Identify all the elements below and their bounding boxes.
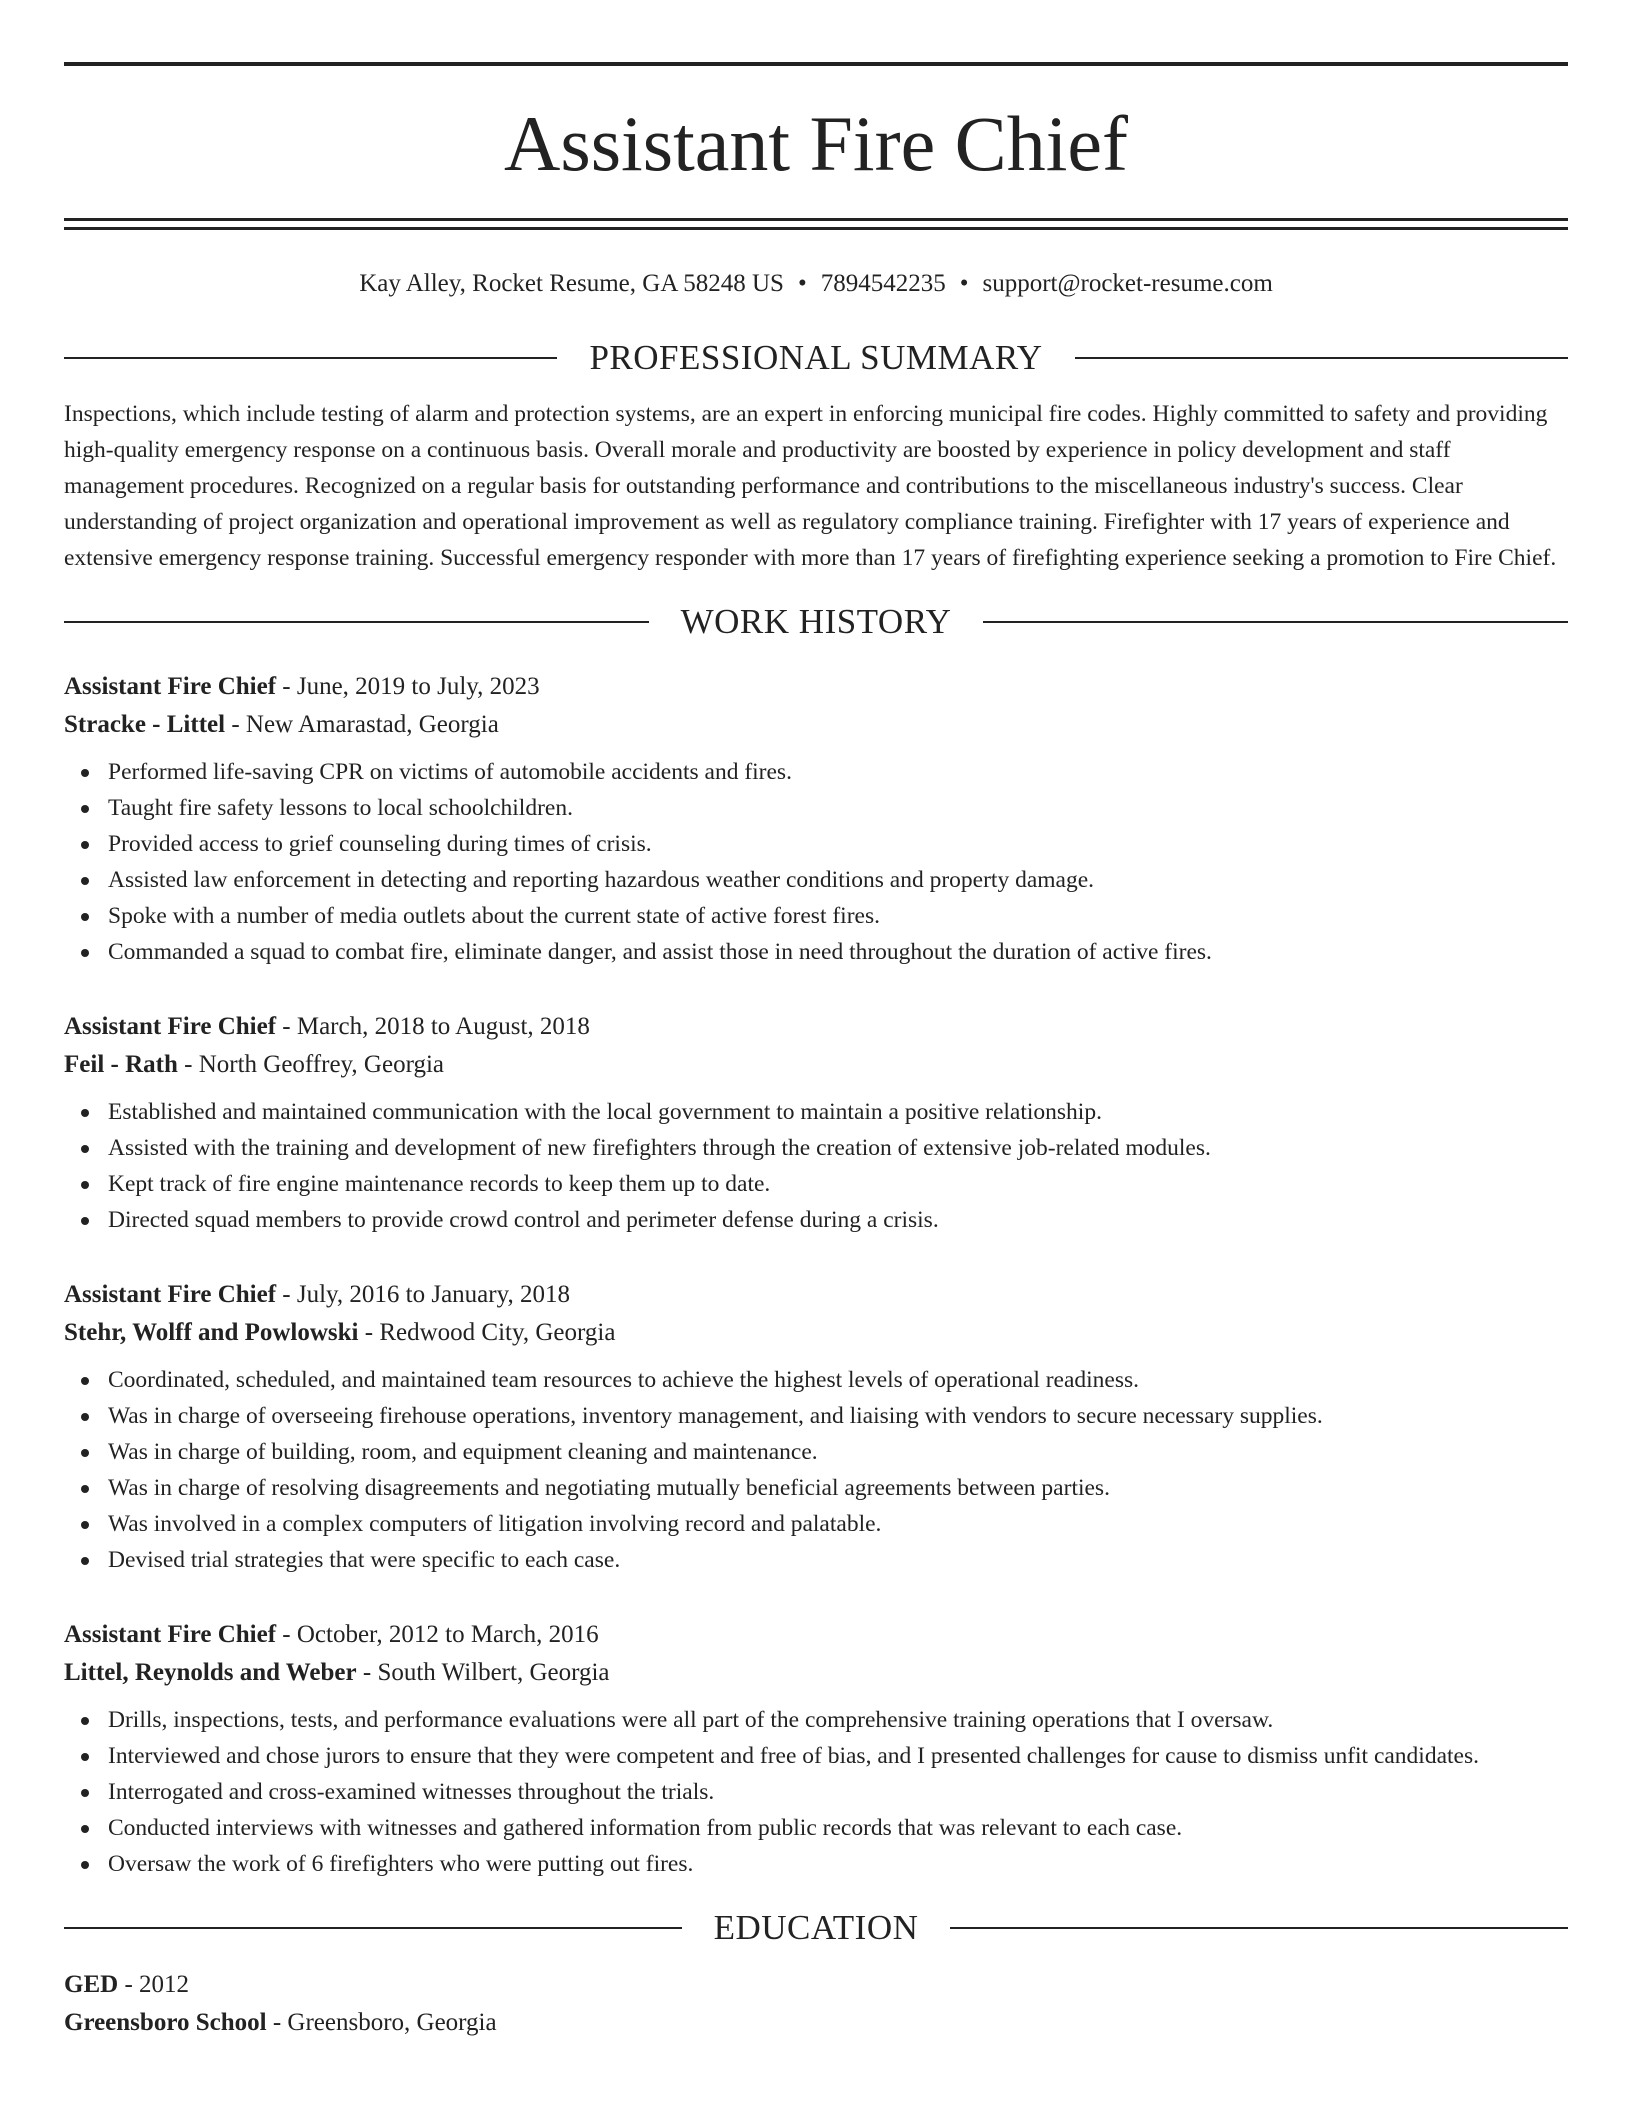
education-location: Greensboro, Georgia bbox=[287, 2009, 497, 2036]
bullet-dot-icon bbox=[81, 877, 89, 885]
work-history-list bbox=[64, 668, 1568, 1882]
bullet-item bbox=[64, 1166, 1568, 1202]
job-company: Stracke - Littel bbox=[64, 711, 226, 738]
job-bullets bbox=[64, 1094, 1568, 1238]
job-title-line bbox=[64, 1008, 1568, 1046]
top-rule bbox=[64, 62, 1568, 66]
contact-email: support@rocket-resume.com bbox=[982, 270, 1273, 297]
bullet-text: Established and maintained communication with the local government to maintain a positive relationship. bbox=[108, 1099, 1102, 1125]
education-degree: GED bbox=[64, 1971, 119, 1998]
bullet-text: Kept track of fire engine maintenance records to keep them up to date. bbox=[108, 1171, 771, 1197]
dash: - bbox=[177, 1051, 199, 1078]
section-rule-right bbox=[1075, 357, 1568, 359]
dash: - bbox=[118, 1971, 140, 1998]
bullet-item bbox=[64, 862, 1568, 898]
job-entry bbox=[64, 1008, 1568, 1238]
contact-separator: • bbox=[797, 270, 807, 297]
bullet-dot-icon bbox=[81, 841, 89, 849]
education-entry bbox=[64, 1966, 1568, 2042]
bullet-item bbox=[64, 1542, 1568, 1578]
education-degree-line bbox=[64, 1966, 1568, 2004]
bullet-dot-icon bbox=[81, 1753, 89, 1761]
job-title: Assistant Fire Chief bbox=[64, 1281, 277, 1308]
bullet-dot-icon bbox=[81, 1449, 89, 1457]
bullet-dot-icon bbox=[81, 1217, 89, 1225]
bullet-item bbox=[64, 1810, 1568, 1846]
bullet-text: Coordinated, scheduled, and maintained team resources to achieve the highest levels of operational readiness. bbox=[108, 1367, 1140, 1393]
bullet-item bbox=[64, 826, 1568, 862]
bullet-text: Drills, inspections, tests, and performance evaluations were all part of the comprehensive training operations that I oversaw. bbox=[108, 1707, 1274, 1733]
dash: - bbox=[356, 1659, 378, 1686]
section-title-summary: PROFESSIONAL SUMMARY bbox=[589, 338, 1043, 377]
job-title: Assistant Fire Chief bbox=[64, 1013, 277, 1040]
bullet-text: Was in charge of resolving disagreements and negotiating mutually beneficial agreements between parties. bbox=[108, 1475, 1110, 1501]
job-bullets bbox=[64, 754, 1568, 970]
bullet-text: Taught fire safety lessons to local schoolchildren. bbox=[108, 795, 573, 821]
bullet-dot-icon bbox=[81, 769, 89, 777]
job-title: Assistant Fire Chief bbox=[64, 673, 277, 700]
bullet-dot-icon bbox=[81, 1413, 89, 1421]
job-entry bbox=[64, 1616, 1568, 1882]
section-header-summary bbox=[64, 338, 1568, 378]
resume-title: Assistant Fire Chief bbox=[504, 100, 1128, 187]
contact-separator: • bbox=[959, 270, 969, 297]
bullet-text: Was in charge of building, room, and equipment cleaning and maintenance. bbox=[108, 1439, 818, 1465]
bullet-item bbox=[64, 1434, 1568, 1470]
education-school-line bbox=[64, 2004, 1568, 2042]
job-company: Feil - Rath bbox=[64, 1051, 178, 1078]
job-company-line bbox=[64, 1314, 1568, 1352]
contact-phone: 7894542235 bbox=[820, 270, 946, 297]
bullet-item bbox=[64, 1774, 1568, 1810]
resume-page bbox=[64, 62, 1568, 2042]
job-company-line bbox=[64, 1654, 1568, 1692]
section-rule-left bbox=[64, 621, 649, 623]
job-dates: March, 2018 to August, 2018 bbox=[296, 1013, 590, 1040]
bullet-text: Oversaw the work of 6 firefighters who were putting out fires. bbox=[108, 1851, 694, 1877]
job-dates: July, 2016 to January, 2018 bbox=[296, 1281, 570, 1308]
bullet-text: Assisted with the training and development of new firefighters through the creation of extensive job-related modules. bbox=[108, 1135, 1211, 1161]
bullet-item bbox=[64, 1506, 1568, 1542]
bullet-dot-icon bbox=[81, 1557, 89, 1565]
bullet-dot-icon bbox=[81, 1861, 89, 1869]
bullet-dot-icon bbox=[81, 1717, 89, 1725]
bullet-text: Directed squad members to provide crowd control and perimeter defense during a crisis. bbox=[108, 1207, 939, 1233]
bullet-text: Assisted law enforcement in detecting and reporting hazardous weather conditions and property damage. bbox=[108, 867, 1095, 893]
job-location: South Wilbert, Georgia bbox=[377, 1659, 610, 1686]
education-school: Greensboro School bbox=[64, 2009, 267, 2036]
bullet-item bbox=[64, 1202, 1568, 1238]
bullet-item bbox=[64, 1398, 1568, 1434]
bullet-item bbox=[64, 1362, 1568, 1398]
bullet-item bbox=[64, 790, 1568, 826]
job-dates: October, 2012 to March, 2016 bbox=[296, 1621, 599, 1648]
dash: - bbox=[266, 2009, 288, 2036]
bullet-item bbox=[64, 898, 1568, 934]
dash: - bbox=[225, 711, 246, 738]
section-title-education: EDUCATION bbox=[713, 1908, 919, 1947]
bullet-text: Conducted interviews with witnesses and gathered information from public records that was relevant to each case. bbox=[108, 1815, 1183, 1841]
bullet-item bbox=[64, 1470, 1568, 1506]
section-rule-right bbox=[950, 1927, 1568, 1929]
section-header-education bbox=[64, 1908, 1568, 1948]
education-year: 2012 bbox=[139, 1971, 190, 1998]
section-title-work-history: WORK HISTORY bbox=[680, 602, 952, 641]
bullet-text: Commanded a squad to combat fire, eliminate danger, and assist those in need throughout the duration of active fires. bbox=[108, 939, 1212, 965]
bullet-dot-icon bbox=[81, 1789, 89, 1797]
job-bullets bbox=[64, 1362, 1568, 1578]
section-header-work-history bbox=[64, 602, 1568, 642]
bullet-dot-icon bbox=[81, 805, 89, 813]
summary-text: Inspections, which include testing of alarm and protection systems, are an expert in enforcing municipal fire codes. Highly committed to safety and providing high-quality emergency response on a continuous basis. Overall morale and productivity are boosted by experience in policy development and staff management procedures. Recognized on a regular basis for outstanding performance and contributions to the miscellaneous industry's success. Clear understanding of project organization and operational improvement as well as regulatory compliance training. Firefighter with 17 years of experience and extensive emergency response training. Successful emergency responder with more than 17 years of firefighting experience seeking a promotion to Fire Chief. bbox=[64, 401, 1557, 571]
dash: - bbox=[358, 1319, 380, 1346]
bullet-item bbox=[64, 1738, 1568, 1774]
bullet-dot-icon bbox=[81, 1825, 89, 1833]
bullet-text: Was involved in a complex computers of litigation involving record and palatable. bbox=[108, 1511, 882, 1537]
contact-address: Kay Alley, Rocket Resume, GA 58248 US bbox=[359, 270, 784, 297]
bullet-dot-icon bbox=[81, 1521, 89, 1529]
bullet-item bbox=[64, 1702, 1568, 1738]
bullet-text: Performed life-saving CPR on victims of automobile accidents and fires. bbox=[108, 759, 792, 785]
bullet-text: Spoke with a number of media outlets about the current state of active forest fires. bbox=[108, 903, 880, 929]
job-company: Stehr, Wolff and Powlowski bbox=[64, 1319, 359, 1346]
job-dates: June, 2019 to July, 2023 bbox=[296, 673, 540, 700]
bullet-dot-icon bbox=[81, 1181, 89, 1189]
bullet-dot-icon bbox=[81, 1145, 89, 1153]
bullet-text: Interviewed and chose jurors to ensure that they were competent and free of bias, and I presented challenges for cause to dismiss unfit candidates. bbox=[108, 1743, 1479, 1769]
job-company-line bbox=[64, 1046, 1568, 1084]
section-rule-left bbox=[64, 357, 557, 359]
job-bullets bbox=[64, 1702, 1568, 1882]
contact-line bbox=[64, 268, 1568, 300]
dash: - bbox=[276, 1621, 297, 1648]
dash: - bbox=[276, 673, 297, 700]
job-company-line bbox=[64, 706, 1568, 744]
title-double-rule bbox=[64, 218, 1568, 230]
bullet-dot-icon bbox=[81, 1109, 89, 1117]
job-location: New Amarastad, Georgia bbox=[245, 711, 499, 738]
dash: - bbox=[276, 1281, 297, 1308]
bullet-text: Was in charge of overseeing firehouse operations, inventory management, and liaising with vendors to secure necessary supplies. bbox=[108, 1403, 1323, 1429]
bullet-dot-icon bbox=[81, 1377, 89, 1385]
bullet-item bbox=[64, 934, 1568, 970]
bullet-item bbox=[64, 1130, 1568, 1166]
job-location: North Geoffrey, Georgia bbox=[198, 1051, 444, 1078]
bullet-dot-icon bbox=[81, 913, 89, 921]
bullet-dot-icon bbox=[81, 949, 89, 957]
job-title-line bbox=[64, 668, 1568, 706]
bullet-item bbox=[64, 1846, 1568, 1882]
job-title: Assistant Fire Chief bbox=[64, 1621, 277, 1648]
job-title-line bbox=[64, 1276, 1568, 1314]
job-location: Redwood City, Georgia bbox=[379, 1319, 616, 1346]
bullet-item bbox=[64, 1094, 1568, 1130]
bullet-text: Provided access to grief counseling during times of crisis. bbox=[108, 831, 652, 857]
section-rule-left bbox=[64, 1927, 682, 1929]
job-title-line bbox=[64, 1616, 1568, 1654]
bullet-item bbox=[64, 754, 1568, 790]
bullet-text: Devised trial strategies that were specific to each case. bbox=[108, 1547, 621, 1573]
job-entry bbox=[64, 1276, 1568, 1578]
dash: - bbox=[276, 1013, 297, 1040]
section-rule-right bbox=[983, 621, 1568, 623]
job-entry bbox=[64, 668, 1568, 970]
bullet-dot-icon bbox=[81, 1485, 89, 1493]
job-company: Littel, Reynolds and Weber bbox=[64, 1659, 357, 1686]
bullet-text: Interrogated and cross-examined witnesses throughout the trials. bbox=[108, 1779, 715, 1805]
